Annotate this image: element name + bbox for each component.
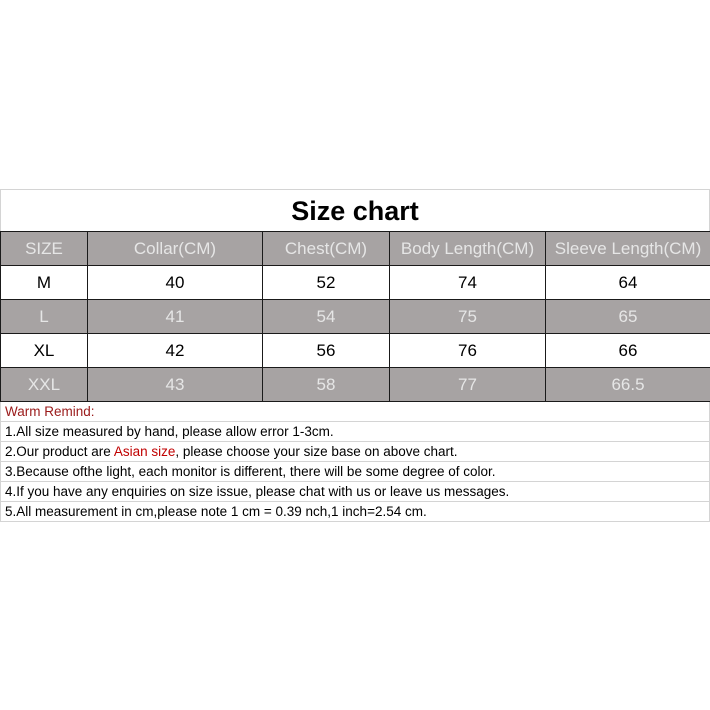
cell-body-length: 76	[390, 334, 546, 368]
note-5: 5.All measurement in cm,please note 1 cm = 0.39 nch,1 inch=2.54 cm.	[0, 502, 710, 522]
table-header-row	[1, 232, 710, 266]
asian-size-highlight: Asian size	[113, 444, 176, 459]
cell-collar: 41	[88, 300, 263, 334]
cell-chest: 56	[263, 334, 390, 368]
cell-chest: 58	[263, 368, 390, 402]
table-row	[1, 300, 710, 334]
header-chest: Chest(CM)	[263, 232, 390, 266]
cell-sleeve-length: 64	[546, 266, 710, 300]
header-sleeve-length: Sleeve Length(CM)	[546, 232, 710, 266]
cell-sleeve-length: 66.5	[546, 368, 710, 402]
cell-size: L	[1, 300, 88, 334]
cell-collar: 40	[88, 266, 263, 300]
chart-title: Size chart	[0, 189, 710, 231]
warm-remind-label: Warm Remind:	[0, 402, 710, 422]
header-size: SIZE	[1, 232, 88, 266]
cell-sleeve-length: 66	[546, 334, 710, 368]
notes-section	[0, 402, 710, 522]
cell-body-length: 74	[390, 266, 546, 300]
note-2	[0, 442, 710, 462]
header-body-length: Body Length(CM)	[390, 232, 546, 266]
size-chart-sheet	[0, 189, 710, 522]
cell-size: XL	[1, 334, 88, 368]
cell-body-length: 75	[390, 300, 546, 334]
cell-sleeve-length: 65	[546, 300, 710, 334]
note-3: 3.Because ofthe light, each monitor is different, there will be some degree of color.	[0, 462, 710, 482]
cell-size: M	[1, 266, 88, 300]
note-2-prefix: 2.Our product are	[5, 444, 114, 459]
note-2-suffix: , please choose your size base on above chart.	[175, 444, 458, 459]
note-1: 1.All size measured by hand, please allow error 1-3cm.	[0, 422, 710, 442]
cell-collar: 43	[88, 368, 263, 402]
size-table	[0, 231, 710, 402]
cell-size: XXL	[1, 368, 88, 402]
table-row	[1, 368, 710, 402]
table-row	[1, 334, 710, 368]
cell-collar: 42	[88, 334, 263, 368]
header-collar: Collar(CM)	[88, 232, 263, 266]
cell-body-length: 77	[390, 368, 546, 402]
note-4: 4.If you have any enquiries on size issue, please chat with us or leave us messages.	[0, 482, 710, 502]
table-row	[1, 266, 710, 300]
cell-chest: 52	[263, 266, 390, 300]
cell-chest: 54	[263, 300, 390, 334]
